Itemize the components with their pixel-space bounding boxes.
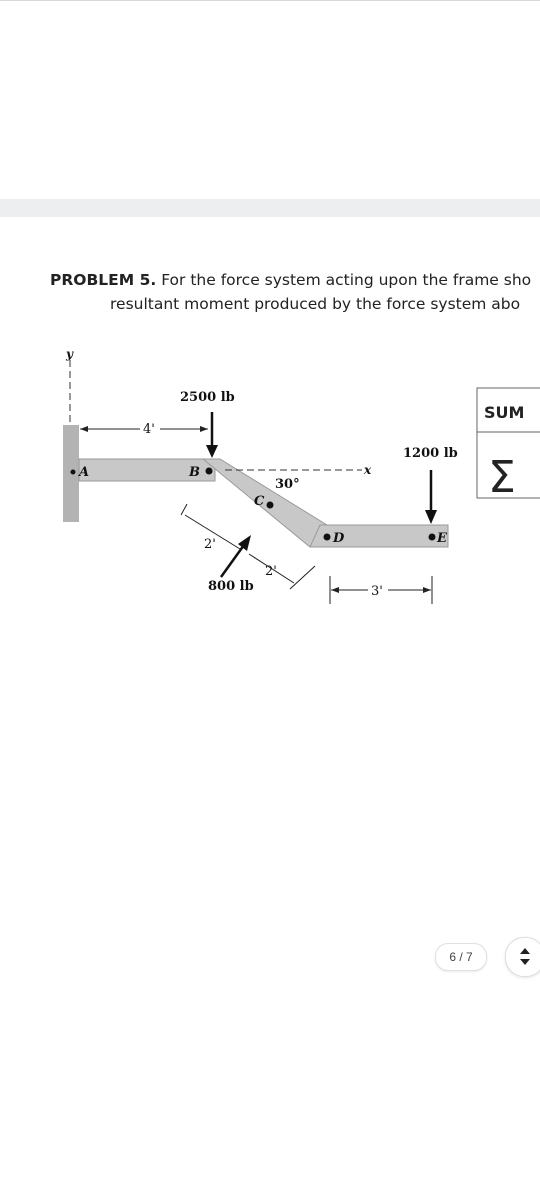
problem-statement [0,268,540,318]
force-2500-arrowhead [206,445,218,458]
dimension-arrowhead [423,587,431,593]
force-2500-label: 2500 lb [180,390,235,405]
dimension-arrowhead [80,426,88,432]
dimension-tick [290,566,315,589]
problem-line-1 [50,268,531,292]
dimension-3ft-label: 3' [371,584,383,599]
force-800-label: 800 lb [208,579,254,594]
page-indicator: 6 / 7 [435,943,487,971]
dimension-4ft-label: 4' [143,422,155,437]
point-d-marker [324,534,331,541]
frame-member-de [310,525,448,547]
dimension-arrowhead [200,426,208,432]
point-a-label: A [79,465,90,480]
y-axis-label: y [66,347,73,361]
frame-diagram [0,340,540,620]
force-1200-label: 1200 lb [403,446,458,461]
angle-label: 30° [275,477,300,492]
summary-title: SUM [484,403,525,422]
point-e-marker [429,534,436,541]
x-axis-label: x [364,463,372,477]
section-divider [0,199,540,217]
problem-text-1: For the force system acting upon the frame sho [161,271,532,289]
chevron-up-icon [520,948,530,954]
point-d-label: D [333,531,345,546]
problem-label: PROBLEM 5. [50,271,157,289]
point-c-marker [267,502,274,509]
top-divider [0,0,540,1]
dimension-2ft-b-label: 2' [265,564,277,579]
point-c-label: C [254,494,265,509]
page-scroll-button[interactable] [505,937,540,977]
point-a-marker [71,470,76,475]
chevron-down-icon [520,959,530,965]
force-800-arrow [221,545,244,577]
dimension-tick [181,504,187,515]
point-b-marker [206,468,213,475]
frame-member-bd [203,459,327,547]
problem-line-2: resultant moment produced by the force system abo [110,295,521,313]
force-1200-arrowhead [425,510,437,524]
point-b-label: B [189,465,200,480]
dimension-2ft-a-label: 2' [204,537,216,552]
point-e-label: E [437,531,447,546]
dimension-arrowhead [331,587,339,593]
summary-sigma-icon: Σ [488,452,516,503]
